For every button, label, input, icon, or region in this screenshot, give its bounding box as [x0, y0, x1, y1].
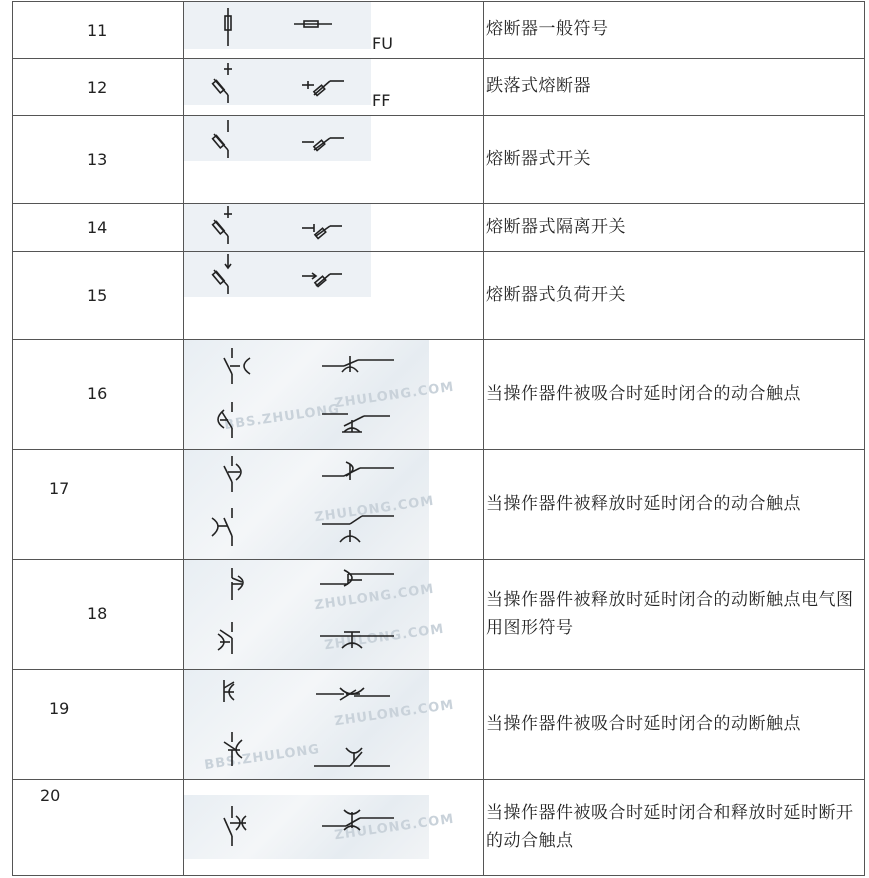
fuse-disconnector-icon	[184, 204, 483, 252]
table-row	[13, 2, 865, 59]
table-row	[13, 204, 865, 252]
table-row	[13, 116, 865, 204]
description-cell: 跌落式熔断器	[484, 59, 865, 116]
table-row	[13, 340, 865, 450]
symbol-cell	[184, 2, 484, 59]
delay-close-on-release-no-contact-icon	[184, 450, 483, 560]
row-number-cell	[13, 450, 184, 560]
row-number-cell	[13, 59, 184, 116]
description-cell: 熔断器式开关	[484, 116, 865, 204]
row-number: 16	[87, 384, 108, 403]
table-row	[13, 252, 865, 340]
row-number: 11	[87, 21, 108, 40]
row-number-cell	[13, 2, 184, 59]
description-cell: 当操作器件被吸合时延时闭合的动断触点	[484, 670, 865, 780]
row-number: 14	[87, 218, 108, 237]
row-number: 15	[87, 286, 108, 305]
delay-close-on-pickup-nc-contact-icon	[184, 670, 483, 780]
table-row	[13, 670, 865, 780]
symbol-cell	[184, 252, 484, 340]
description-cell: 当操作器件被释放时延时闭合的动合触点	[484, 450, 865, 560]
delay-close-on-pickup-no-contact-icon	[184, 340, 483, 450]
row-number-cell	[13, 560, 184, 670]
fuse-switch-icon	[184, 116, 483, 204]
row-number-cell	[13, 780, 184, 876]
description-cell: 当操作器件被吸合时延时闭合的动合触点	[484, 340, 865, 450]
description-cell: 熔断器式隔离开关	[484, 204, 865, 252]
table-row	[13, 560, 865, 670]
symbol-cell: ZHULONG.COM	[184, 780, 484, 876]
symbol-cell: ZHULONG.COM ZHULONG.COM	[184, 560, 484, 670]
row-number-cell	[13, 116, 184, 204]
description-cell: 当操作器件被吸合时延时闭合和释放时延时断开的动合触点	[484, 780, 865, 876]
description-cell: 熔断器一般符号	[484, 2, 865, 59]
delay-close-on-release-nc-contact-icon	[184, 560, 483, 670]
symbol-code: FU	[372, 34, 393, 53]
row-number-cell	[13, 670, 184, 780]
row-number: 13	[87, 150, 108, 169]
symbol-cell	[184, 204, 484, 252]
fuse-load-switch-icon	[184, 252, 483, 340]
symbol-cell	[184, 59, 484, 116]
description-cell: 熔断器式负荷开关	[484, 252, 865, 340]
description-cell: 当操作器件被释放时延时闭合的动断触点电气图用图形符号	[484, 560, 865, 670]
row-number: 18	[87, 604, 108, 623]
row-number-cell	[13, 252, 184, 340]
table-row	[13, 450, 865, 560]
row-number-cell	[13, 340, 184, 450]
symbol-cell: ZHULONG.COM BBS.ZHULONG	[184, 340, 484, 450]
row-number: 19	[49, 699, 70, 718]
table-row	[13, 59, 865, 116]
symbol-cell: ZHULONG.COM	[184, 450, 484, 560]
row-number: 12	[87, 78, 108, 97]
fuse-symbol-icon	[184, 2, 483, 59]
drop-out-fuse-icon	[184, 59, 483, 116]
symbol-code: FF	[372, 91, 391, 110]
table-row	[13, 780, 865, 876]
symbol-cell: ZHULONG.COM BBS.ZHULONG	[184, 670, 484, 780]
delay-close-and-delay-open-no-contact-icon	[184, 780, 483, 876]
symbol-table	[12, 1, 865, 876]
row-number-cell	[13, 204, 184, 252]
symbol-cell	[184, 116, 484, 204]
row-number: 17	[49, 479, 70, 498]
row-number: 20	[40, 786, 61, 805]
